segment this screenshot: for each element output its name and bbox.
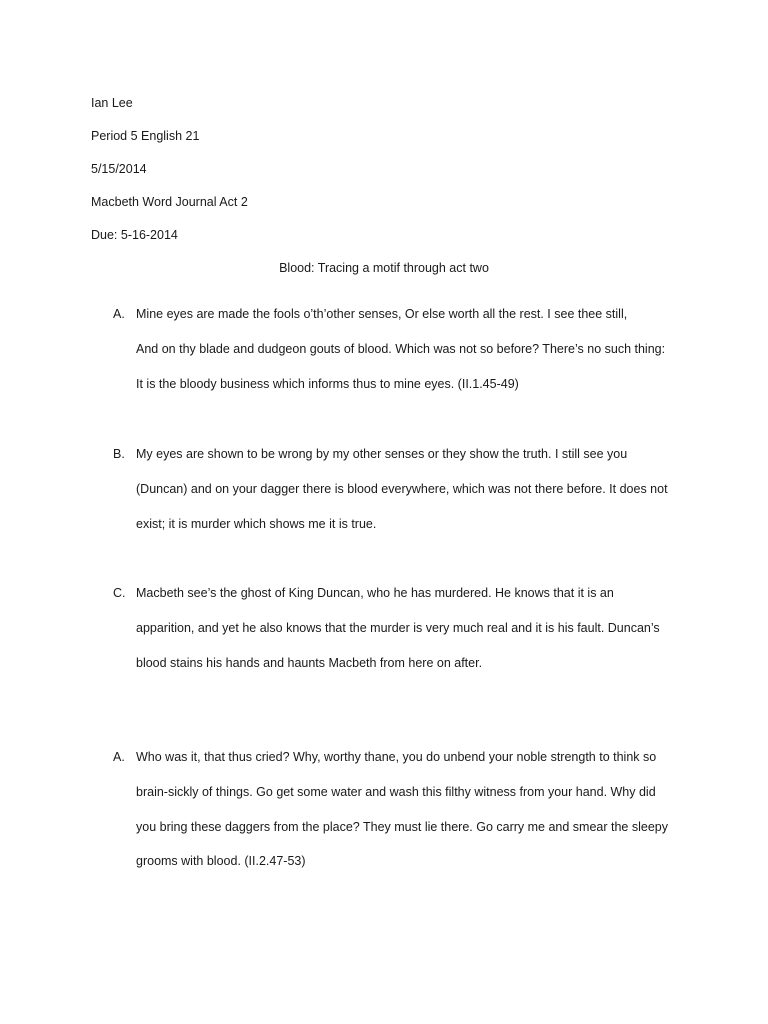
entry-line: (Duncan) and on your dagger there is blood everywhere, which was not there before. It does not	[136, 482, 668, 496]
student-name: Ian Lee	[91, 96, 133, 110]
entry-line: Macbeth see’s the ghost of King Duncan, who he has murdered. He knows that it is an	[136, 586, 614, 600]
entry-line: brain-sickly of things. Go get some water and wash this filthy witness from your hand. Why did	[136, 785, 656, 799]
entry-line: blood stains his hands and haunts Macbeth from here on after.	[136, 656, 483, 670]
assignment-title: Macbeth Word Journal Act 2	[91, 195, 248, 209]
list-marker: C.	[113, 586, 126, 600]
entry-line: exist; it is murder which shows me it is true.	[136, 517, 377, 531]
entry-line: Mine eyes are made the fools o’th’other senses, Or else worth all the rest. I see thee still,	[136, 307, 628, 321]
list-marker: A.	[113, 307, 125, 321]
class-period: Period 5 English 21	[91, 129, 200, 143]
entry-line: It is the bloody business which informs thus to mine eyes. (II.1.45-49)	[136, 377, 519, 391]
entry-line: you bring these daggers from the place? They must lie there. Go carry me and smear the sleepy	[136, 820, 668, 834]
document-title: Blood: Tracing a motif through act two	[279, 261, 489, 275]
entry-line: apparition, and yet he also knows that the murder is very much real and it is his fault. Duncan’s	[136, 621, 660, 635]
due-date: Due: 5-16-2014	[91, 228, 178, 242]
date-line: 5/15/2014	[91, 162, 147, 176]
entry-line: My eyes are shown to be wrong by my other senses or they show the truth. I still see you	[136, 447, 628, 461]
entry-line: And on thy blade and dudgeon gouts of blood. Which was not so before? There’s no such thing:	[136, 342, 666, 356]
entry-line: Who was it, that thus cried? Why, worthy thane, you do unbend your noble strength to think so	[136, 750, 657, 764]
list-marker: B.	[113, 447, 125, 461]
list-marker: A.	[113, 750, 125, 764]
entry-line: grooms with blood. (II.2.47-53)	[136, 854, 306, 868]
